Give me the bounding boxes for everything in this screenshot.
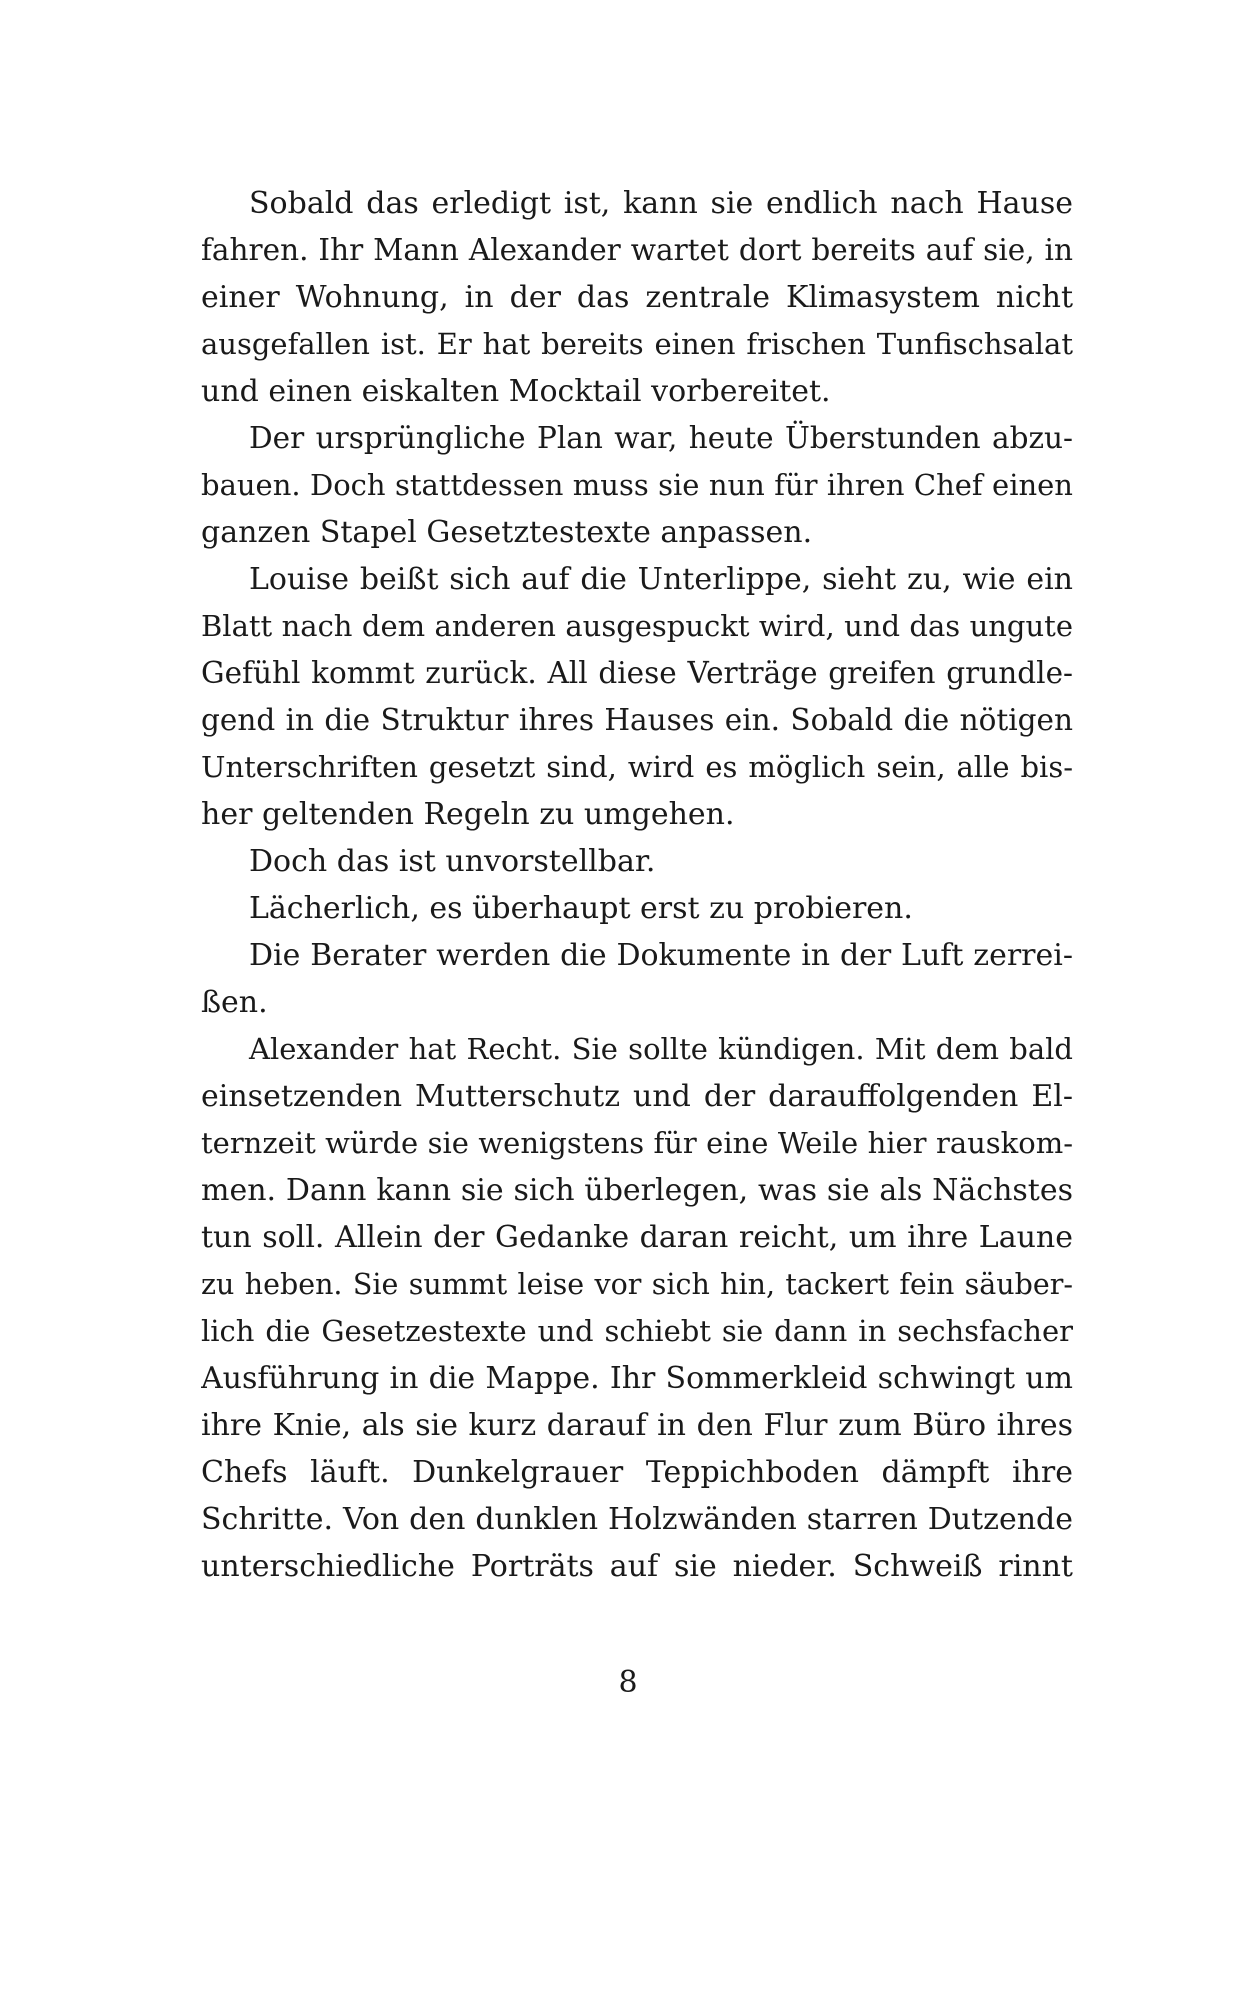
text-line: ausgefallen ist. Er hat bereits einen frischen Tunfischsalat (201, 327, 1073, 361)
text-line: bauen. Doch stattdessen muss sie nun für ihren Chef einen (201, 468, 1073, 502)
text-line: Gefühl kommt zurück. All diese Verträge greifen grundle- (201, 656, 1073, 690)
text-line: fahren. Ihr Mann Alexander wartet dort bereits auf sie, in (201, 233, 1073, 267)
text-line: Die Berater werden die Dokumente in der Luft zerrei- (249, 938, 1073, 973)
text-line: Unterschriften gesetzt sind, wird es möglich sein, alle bis- (201, 750, 1073, 784)
body-text (201, 180, 1073, 1590)
text-line: Der ursprüngliche Plan war, heute Überstunden abzu- (249, 421, 1073, 455)
text-line: Lächerlich, es überhaupt erst zu probieren. (249, 891, 913, 926)
text-line: ihre Knie, als sie kurz darauf in den Flur zum Büro ihres (201, 1408, 1073, 1443)
text-line: und einen eiskalten Mocktail vorbereitet. (201, 374, 831, 409)
text-line: men. Dann kann sie sich überlegen, was sie als Nächstes (201, 1173, 1073, 1208)
text-line: tun soll. Allein der Gedanke daran reicht, um ihre Laune (201, 1220, 1073, 1255)
text-line: Chefs läuft. Dunkelgrauer Teppichboden dämpft ihre (201, 1455, 1073, 1490)
text-line: Louise beißt sich auf die Unterlippe, sieht zu, wie ein (249, 562, 1073, 597)
text-line: ßen. (201, 985, 268, 1020)
text-line: Doch das ist unvorstellbar. (249, 844, 656, 879)
text-line: Alexander hat Recht. Sie sollte kündigen. Mit dem bald (249, 1032, 1073, 1066)
text-line: Schritte. Von den dunklen Holzwänden starren Dutzende (201, 1502, 1073, 1537)
text-line: lich die Gesetzestexte und schiebt sie dann in sechsfacher (201, 1314, 1073, 1348)
text-line: ternzeit würde sie wenigstens für eine Weile hier rauskom- (201, 1126, 1073, 1160)
text-line: her geltenden Regeln zu umgehen. (201, 797, 735, 832)
text-line: einsetzenden Mutterschutz und der darauffolgenden El- (201, 1079, 1073, 1114)
text-line: Ausführung in die Mappe. Ihr Sommerkleid schwingt um (201, 1361, 1073, 1396)
text-line: Blatt nach dem anderen ausgespuckt wird, und das ungute (201, 609, 1073, 643)
text-line: Sobald das erledigt ist, kann sie endlich nach Hause (249, 186, 1073, 221)
text-line: ganzen Stapel Gesetztestexte anpassen. (201, 515, 813, 550)
text-line: unterschiedliche Porträts auf sie nieder. Schweiß rinnt (201, 1549, 1073, 1584)
page-number: 8 (618, 1665, 638, 1700)
text-line: einer Wohnung, in der das zentrale Klimasystem nicht (201, 280, 1073, 315)
text-line: zu heben. Sie summt leise vor sich hin, tackert fein säuber- (201, 1268, 1073, 1301)
text-line: gend in die Struktur ihres Hauses ein. Sobald die nötigen (201, 703, 1073, 737)
